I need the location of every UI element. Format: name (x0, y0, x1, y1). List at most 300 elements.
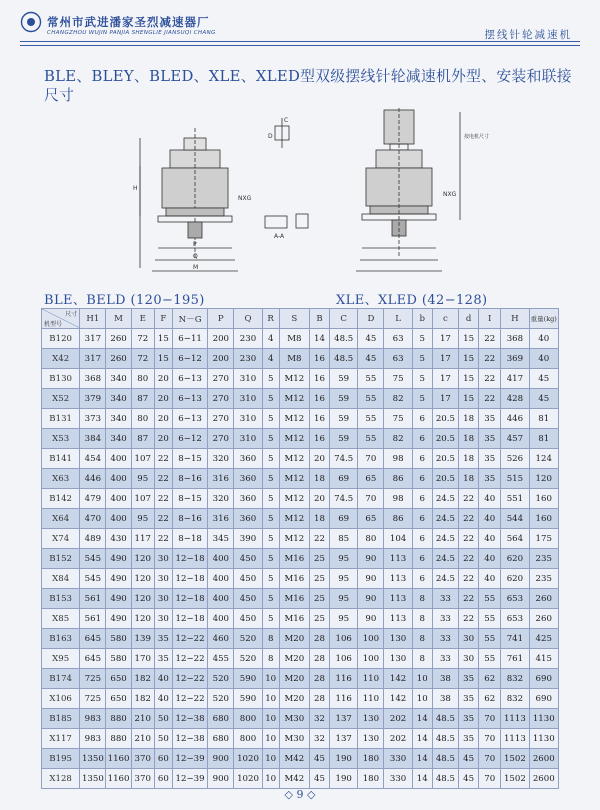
model-cell: B131 (42, 409, 80, 429)
value-cell: 63 (384, 349, 412, 369)
value-cell: 33 (432, 609, 458, 629)
value-cell: 8 (262, 629, 279, 649)
company-name: 常州市武进潘家圣烈减速器厂 (47, 15, 210, 29)
drawing-label-nxg: NXG (238, 195, 252, 202)
value-cell: 5 (262, 369, 279, 389)
model-cell: B130 (42, 369, 80, 389)
value-cell: 5 (262, 529, 279, 549)
value-cell: 48.5 (432, 749, 458, 769)
value-cell: 104 (384, 529, 412, 549)
value-cell: 1502 (501, 749, 529, 769)
value-cell: 5 (412, 369, 432, 389)
value-cell: M16 (279, 609, 309, 629)
value-cell: 18 (459, 429, 479, 449)
value-cell: 5 (262, 569, 279, 589)
value-cell: 316 (208, 469, 234, 489)
value-cell: 260 (106, 329, 131, 349)
value-cell: M20 (279, 649, 309, 669)
value-cell: 90 (358, 589, 384, 609)
value-cell: 5 (262, 469, 279, 489)
value-cell: 182 (131, 669, 154, 689)
value-cell: 20.5 (432, 429, 458, 449)
value-cell: 1160 (106, 749, 131, 769)
value-cell: 75 (384, 369, 412, 389)
value-cell: 30 (154, 569, 172, 589)
value-cell: 645 (80, 629, 106, 649)
model-cell: X85 (42, 609, 80, 629)
value-cell: 369 (501, 349, 529, 369)
value-cell: 5 (412, 389, 432, 409)
value-cell: 10 (262, 749, 279, 769)
value-cell: 800 (234, 709, 262, 729)
column-header: M (106, 309, 131, 329)
value-cell: 59 (330, 429, 358, 449)
value-cell: 590 (234, 669, 262, 689)
value-cell: 95 (330, 549, 358, 569)
value-cell: 20 (154, 389, 172, 409)
value-cell: 340 (106, 429, 131, 449)
value-cell: 455 (208, 649, 234, 669)
value-cell: M12 (279, 489, 309, 509)
value-cell: 20.5 (432, 449, 458, 469)
value-cell: 95 (131, 469, 154, 489)
value-cell: 63 (384, 329, 412, 349)
value-cell: 10 (262, 729, 279, 749)
value-cell: 235 (529, 549, 558, 569)
value-cell: M30 (279, 729, 309, 749)
value-cell: 1502 (501, 769, 529, 789)
value-cell: 116 (330, 669, 358, 689)
page-title: BLE、BLEY、BLED、XLE、XLED型双级摆线针轮减速机外型、安装和联接尺寸 (44, 68, 572, 104)
value-cell: 17 (432, 329, 458, 349)
value-cell: 12−22 (172, 629, 207, 649)
value-cell: 900 (208, 749, 234, 769)
value-cell: 62 (479, 669, 501, 689)
value-cell: 900 (208, 769, 234, 789)
value-cell: 130 (358, 729, 384, 749)
value-cell: 1020 (234, 749, 262, 769)
value-cell: M20 (279, 669, 309, 689)
value-cell: 110 (358, 689, 384, 709)
value-cell: 316 (208, 509, 234, 529)
value-cell: 106 (330, 629, 358, 649)
value-cell: 86 (384, 469, 412, 489)
value-cell: 8 (412, 629, 432, 649)
page-number: 9 (296, 788, 304, 801)
value-cell: 400 (208, 549, 234, 569)
value-cell: 450 (234, 609, 262, 629)
model-cell: X117 (42, 729, 80, 749)
value-cell: 12−18 (172, 589, 207, 609)
value-cell: 87 (131, 389, 154, 409)
value-cell: M16 (279, 549, 309, 569)
value-cell: 45 (459, 749, 479, 769)
column-header: L (384, 309, 412, 329)
value-cell: 82 (384, 389, 412, 409)
value-cell: 32 (309, 709, 329, 729)
value-cell: 690 (529, 669, 558, 689)
value-cell: 55 (479, 649, 501, 669)
value-cell: 370 (131, 749, 154, 769)
value-cell: 400 (208, 609, 234, 629)
value-cell: 400 (106, 509, 131, 529)
value-cell: 60 (154, 769, 172, 789)
value-cell: 384 (80, 429, 106, 449)
drawing-label-d: D (268, 133, 273, 140)
subtitle-right: XLE、XLED (42−128) (336, 293, 488, 308)
value-cell: 400 (208, 589, 234, 609)
value-cell: 20 (154, 429, 172, 449)
value-cell: 22 (479, 349, 501, 369)
value-cell: 12−18 (172, 549, 207, 569)
value-cell: 18 (309, 469, 329, 489)
value-cell: 4 (262, 329, 279, 349)
value-cell: 653 (501, 609, 529, 629)
value-cell: 55 (358, 389, 384, 409)
value-cell: 100 (358, 629, 384, 649)
value-cell: 70 (358, 449, 384, 469)
value-cell: 800 (234, 729, 262, 749)
value-cell: 85 (330, 529, 358, 549)
value-cell: 650 (106, 689, 131, 709)
value-cell: 95 (330, 609, 358, 629)
value-cell: 8−18 (172, 529, 207, 549)
value-cell: 12−38 (172, 709, 207, 729)
model-cell: X63 (42, 469, 80, 489)
table-row (42, 669, 559, 689)
header-rule-thin (20, 45, 580, 46)
value-cell: 55 (479, 629, 501, 649)
value-cell: 373 (80, 409, 106, 429)
value-cell: 6 (412, 569, 432, 589)
value-cell: 22 (459, 589, 479, 609)
value-cell: M12 (279, 389, 309, 409)
value-cell: 107 (131, 449, 154, 469)
value-cell: 20 (309, 489, 329, 509)
value-cell: 75 (384, 409, 412, 429)
model-cell: X42 (42, 349, 80, 369)
table-row (42, 689, 559, 709)
value-cell: 22 (154, 529, 172, 549)
value-cell: 30 (154, 609, 172, 629)
model-cell: X106 (42, 689, 80, 709)
value-cell: 561 (80, 589, 106, 609)
table-header-row (42, 309, 559, 329)
value-cell: 190 (330, 749, 358, 769)
value-cell: 270 (208, 389, 234, 409)
value-cell: 370 (131, 769, 154, 789)
value-cell: 22 (479, 389, 501, 409)
value-cell: 120 (529, 469, 558, 489)
value-cell: 175 (529, 529, 558, 549)
value-cell: 5 (262, 609, 279, 629)
table-row (42, 489, 559, 509)
value-cell: 28 (309, 629, 329, 649)
value-cell: 690 (529, 689, 558, 709)
value-cell: 5 (412, 349, 432, 369)
value-cell: 59 (330, 369, 358, 389)
value-cell: 35 (479, 449, 501, 469)
value-cell: 544 (501, 509, 529, 529)
value-cell: 55 (358, 409, 384, 429)
value-cell: 22 (459, 529, 479, 549)
value-cell: 526 (501, 449, 529, 469)
value-cell: 14 (309, 329, 329, 349)
value-cell: 10 (262, 669, 279, 689)
value-cell: 20 (154, 369, 172, 389)
value-cell: 18 (459, 469, 479, 489)
value-cell: 16 (309, 429, 329, 449)
value-cell: 65 (358, 509, 384, 529)
value-cell: M12 (279, 469, 309, 489)
table-row (42, 569, 559, 589)
drawing-label-m: M (193, 264, 199, 271)
value-cell: M16 (279, 569, 309, 589)
value-cell: 18 (459, 449, 479, 469)
value-cell: 880 (106, 709, 131, 729)
value-cell: 20.5 (432, 469, 458, 489)
value-cell: 6 (412, 549, 432, 569)
value-cell: 10 (262, 769, 279, 789)
table-row (42, 409, 559, 429)
value-cell: 35 (459, 729, 479, 749)
value-cell: 22 (154, 509, 172, 529)
value-cell: M12 (279, 369, 309, 389)
value-cell: 260 (529, 589, 558, 609)
value-cell: 330 (384, 769, 412, 789)
value-cell: 40 (529, 329, 558, 349)
value-cell: 317 (80, 349, 106, 369)
value-cell: 6−12 (172, 429, 207, 449)
value-cell: 40 (479, 569, 501, 589)
value-cell: 30 (459, 629, 479, 649)
value-cell: 202 (384, 709, 412, 729)
value-cell: 320 (208, 449, 234, 469)
model-cell: X64 (42, 509, 80, 529)
value-cell: M30 (279, 709, 309, 729)
value-cell: 620 (501, 569, 529, 589)
value-cell: 20 (154, 409, 172, 429)
value-cell: 1350 (80, 749, 106, 769)
page-number-row (0, 788, 600, 801)
drawing-label-c: C (284, 117, 289, 124)
value-cell: 270 (208, 369, 234, 389)
drawing-label-motor: 按电机尺寸 (464, 134, 490, 140)
value-cell: 30 (459, 649, 479, 669)
value-cell: 130 (358, 709, 384, 729)
value-cell: 20.5 (432, 409, 458, 429)
value-cell: 18 (309, 509, 329, 529)
value-cell: 12−38 (172, 729, 207, 749)
value-cell: 761 (501, 649, 529, 669)
value-cell: 142 (384, 689, 412, 709)
value-cell: 98 (384, 449, 412, 469)
model-cell: X84 (42, 569, 80, 589)
value-cell: 113 (384, 569, 412, 589)
value-cell: 15 (459, 389, 479, 409)
value-cell: 2600 (529, 769, 558, 789)
value-cell: 139 (131, 629, 154, 649)
value-cell: 490 (106, 569, 131, 589)
value-cell: 12−39 (172, 749, 207, 769)
value-cell: 80 (131, 369, 154, 389)
value-cell: 65 (358, 469, 384, 489)
value-cell: 470 (80, 509, 106, 529)
value-cell: 90 (358, 609, 384, 629)
value-cell: 832 (501, 669, 529, 689)
value-cell: M20 (279, 629, 309, 649)
value-cell: M42 (279, 749, 309, 769)
column-header: 重量(kg) (529, 309, 558, 329)
table-row (42, 769, 559, 789)
value-cell: 360 (234, 469, 262, 489)
value-cell: 230 (234, 329, 262, 349)
column-header: H1 (80, 309, 106, 329)
value-cell: 25 (309, 609, 329, 629)
value-cell: 35 (459, 689, 479, 709)
value-cell: M8 (279, 349, 309, 369)
value-cell: 580 (106, 629, 131, 649)
value-cell: 80 (131, 409, 154, 429)
table-row (42, 729, 559, 749)
value-cell: 72 (131, 349, 154, 369)
value-cell: 983 (80, 729, 106, 749)
value-cell: 590 (234, 689, 262, 709)
value-cell: 202 (384, 729, 412, 749)
value-cell: 2600 (529, 749, 558, 769)
value-cell: 379 (80, 389, 106, 409)
table-row (42, 709, 559, 729)
value-cell: 620 (501, 549, 529, 569)
value-cell: 210 (131, 729, 154, 749)
value-cell: 48.5 (432, 769, 458, 789)
page-number-deco-left: ◇ (284, 788, 293, 801)
value-cell: 446 (501, 409, 529, 429)
value-cell: 340 (106, 369, 131, 389)
table-row (42, 349, 559, 369)
value-cell: 74.5 (330, 489, 358, 509)
value-cell: 10 (262, 689, 279, 709)
value-cell: 100 (358, 649, 384, 669)
value-cell: 725 (80, 689, 106, 709)
value-cell: 400 (208, 569, 234, 589)
page-number-deco-right: ◇ (307, 788, 316, 801)
value-cell: 4 (262, 349, 279, 369)
value-cell: 8 (412, 589, 432, 609)
value-cell: 120 (131, 549, 154, 569)
value-cell: 360 (234, 489, 262, 509)
model-cell: B163 (42, 629, 80, 649)
value-cell: 400 (106, 469, 131, 489)
value-cell: 320 (208, 489, 234, 509)
value-cell: M12 (279, 509, 309, 529)
value-cell: M8 (279, 329, 309, 349)
value-cell: 10 (412, 689, 432, 709)
value-cell: 81 (529, 409, 558, 429)
value-cell: 490 (106, 549, 131, 569)
value-cell: 400 (106, 449, 131, 469)
value-cell: 12−22 (172, 689, 207, 709)
value-cell: 680 (208, 729, 234, 749)
model-cell: X74 (42, 529, 80, 549)
value-cell: 30 (154, 589, 172, 609)
value-cell: 137 (330, 709, 358, 729)
value-cell: 182 (131, 689, 154, 709)
value-cell: 137 (330, 729, 358, 749)
value-cell: 5 (262, 429, 279, 449)
dimensions-table (41, 308, 559, 789)
value-cell: 22 (479, 329, 501, 349)
value-cell: 680 (208, 709, 234, 729)
table-row (42, 429, 559, 449)
value-cell: 117 (131, 529, 154, 549)
company-name-en: CHANGZHOU WUJIN PANJIA SHENGLIE JIANSUQI CHANG (47, 30, 216, 36)
value-cell: 45 (309, 749, 329, 769)
value-cell: 160 (529, 489, 558, 509)
value-cell: 1113 (501, 709, 529, 729)
value-cell: 18 (459, 409, 479, 429)
value-cell: 6 (412, 529, 432, 549)
value-cell: 12−22 (172, 669, 207, 689)
value-cell: 35 (459, 709, 479, 729)
value-cell: 6 (412, 409, 432, 429)
value-cell: 580 (106, 649, 131, 669)
value-cell: 24.5 (432, 529, 458, 549)
value-cell: 70 (479, 729, 501, 749)
value-cell: 32 (309, 729, 329, 749)
value-cell: 40 (479, 509, 501, 529)
value-cell: 14 (412, 709, 432, 729)
value-cell: 22 (479, 369, 501, 389)
value-cell: 200 (208, 329, 234, 349)
drawing-label-p: P (193, 241, 197, 248)
table-row (42, 649, 559, 669)
value-cell: 45 (358, 329, 384, 349)
value-cell: 6−12 (172, 349, 207, 369)
value-cell: 106 (330, 649, 358, 669)
value-cell: 24.5 (432, 509, 458, 529)
company-logo (20, 11, 42, 33)
value-cell: 38 (432, 669, 458, 689)
model-cell: B153 (42, 589, 80, 609)
column-header: F (154, 309, 172, 329)
value-cell: M16 (279, 589, 309, 609)
value-cell: 450 (234, 589, 262, 609)
value-cell: 270 (208, 429, 234, 449)
value-cell: 16 (309, 389, 329, 409)
value-cell: 45 (529, 369, 558, 389)
value-cell: 8−16 (172, 469, 207, 489)
value-cell: 368 (80, 369, 106, 389)
value-cell: M42 (279, 769, 309, 789)
value-cell: 40 (479, 549, 501, 569)
value-cell: M12 (279, 429, 309, 449)
value-cell: 520 (208, 669, 234, 689)
value-cell: 545 (80, 549, 106, 569)
value-cell: 16 (309, 349, 329, 369)
value-cell: 70 (358, 489, 384, 509)
table-row (42, 589, 559, 609)
value-cell: 40 (479, 529, 501, 549)
value-cell: 741 (501, 629, 529, 649)
value-cell: 45 (309, 769, 329, 789)
value-cell: M12 (279, 449, 309, 469)
value-cell: 5 (262, 589, 279, 609)
value-cell: 55 (479, 589, 501, 609)
value-cell: 8−15 (172, 449, 207, 469)
table-row (42, 329, 559, 349)
value-cell: 12−39 (172, 769, 207, 789)
